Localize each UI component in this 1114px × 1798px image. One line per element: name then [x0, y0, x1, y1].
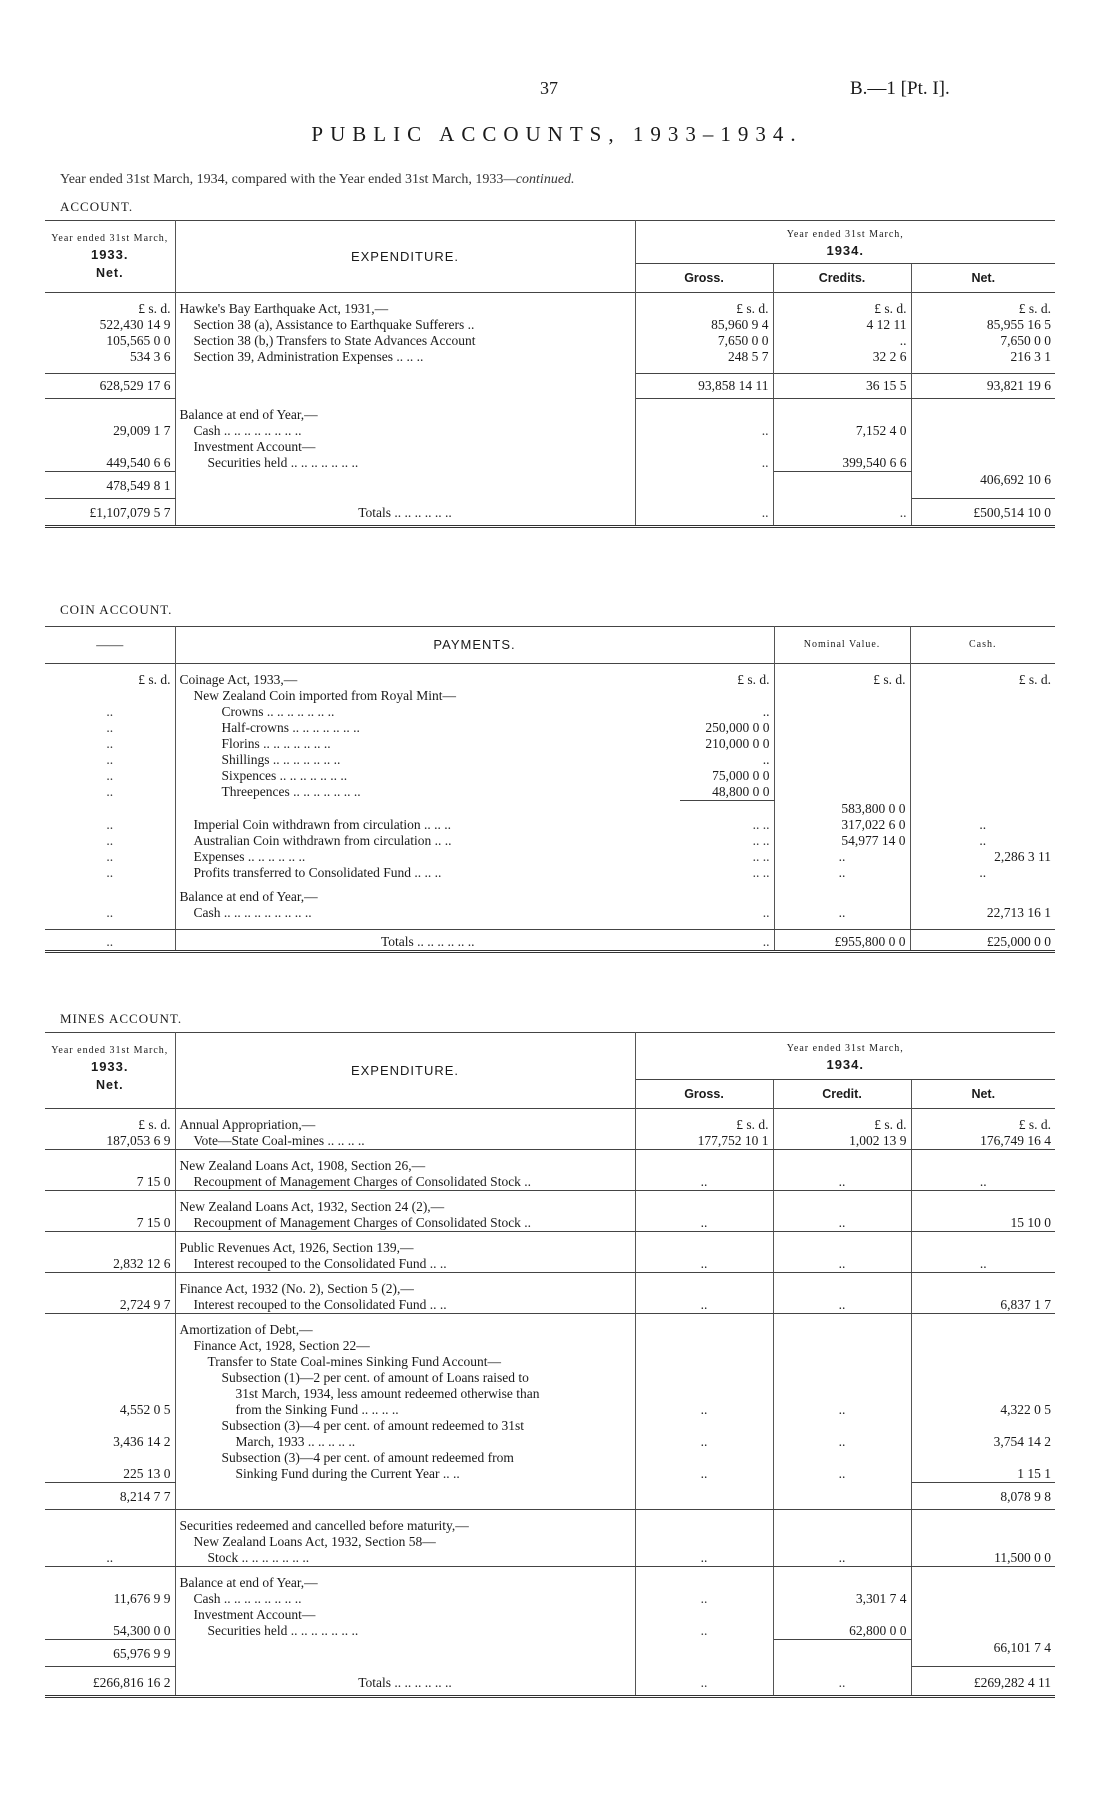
- unit-label: £ s. d.: [45, 301, 175, 317]
- unit-label: £ s. d.: [45, 672, 175, 688]
- table-row: .. Crowns .. .. .. .. .. .. .. ..: [45, 704, 1055, 720]
- totals-row: £1,107,079 5 7 Totals .. .. .. .. .. .. .. .. £500,514 10 0: [45, 499, 1055, 527]
- header-credit: Credit.: [773, 1080, 911, 1109]
- table-row: 54,300 0 0 Securities held .. .. .. .. .. .. .. .. 62,800 0 0: [45, 1623, 1055, 1640]
- subtotal-row: 8,214 7 7 8,078 9 8: [45, 1483, 1055, 1510]
- header-net: Net.: [971, 271, 996, 285]
- unit-label: £ s. d.: [635, 1117, 773, 1133]
- table-row: .. Threepences .. .. .. .. .. .. .. 48,800 0 0: [45, 784, 1055, 801]
- table-row: 449,540 6 6 Securities held .. .. .. .. .. .. .. .. 399,540 6 6: [45, 455, 1055, 472]
- table-row: 105,565 0 0 Section 38 (b,) Transfers to State Advances Account 7,650 0 0 .. 7,650 0 0: [45, 333, 1055, 349]
- header-nominal-value: Nominal Value.: [774, 627, 910, 664]
- intro-line: [60, 172, 575, 188]
- table-row: 7 15 0 Recoupment of Management Charges of Consolidated Stock .. .. .. 15 10 0: [45, 1215, 1055, 1232]
- table-row: .. Australian Coin withdrawn from circulation .. .. .. .. 54,977 14 0 ..: [45, 833, 1055, 849]
- table-row: .. Expenses .. .. .. .. .. .. .. .. .. 2,286 3 11: [45, 849, 1055, 865]
- unit-label: £ s. d.: [1018, 1117, 1051, 1132]
- mines-section-title: MINES ACCOUNT.: [60, 1011, 183, 1026]
- unit-label: £ s. d.: [773, 301, 911, 317]
- earthquake-section-title: ACCOUNT.: [60, 199, 134, 214]
- coin-account-table: [45, 626, 1055, 953]
- header-year-cur: Year ended 31st March, 1934.: [635, 1033, 1055, 1080]
- totals-row: .. Totals .. .. .. .. .. .. .. £955,800 0 0 £25,000 0 0: [45, 929, 1055, 951]
- table-row: 29,009 1 7 Cash .. .. .. .. .. .. .. .. .. 7,152 4 0: [45, 423, 1055, 439]
- page-number: 37: [540, 78, 558, 98]
- header-gross: Gross.: [635, 1080, 773, 1109]
- balance-label: Balance at end of Year,—: [179, 888, 318, 904]
- header-year-cur: Year ended 31st March, 1934.: [635, 221, 1055, 264]
- document-reference: B.—1 [Pt. I].: [850, 78, 950, 99]
- unit-label: £ s. d.: [774, 672, 910, 688]
- intro-continued: —continued.: [503, 172, 575, 187]
- header-year-prev: Year ended 31st March, 1933. Net.: [45, 221, 175, 293]
- header-expenditure: EXPENDITURE.: [175, 1033, 635, 1109]
- table-row: 2,724 9 7 Interest recouped to the Consolidated Fund .. .. .. .. 6,837 1 7: [45, 1297, 1055, 1314]
- balance-total-row: 65,976 9 9 66,101 7 4: [45, 1640, 1055, 1667]
- intro-text: Year ended 31st March, 1934, compared with the Year ended 31st March, 1933: [60, 172, 504, 187]
- unit-label: £ s. d.: [1018, 301, 1051, 316]
- balance-total-row: 478,549 8 1 406,692 10 6: [45, 472, 1055, 499]
- header-credits: Credits.: [773, 264, 911, 293]
- balance-label: Balance at end of Year,—: [175, 1575, 635, 1591]
- mines-account-table: Year ended 31st March, 1933. Net. EXPENDITURE. Year ended 31st March, 1934. Gross. Credit. Net. £ s. d. Annual Appropriation,— £ s. d. £ s. d. £ s. d. 187,053 6 9 Vote—State Coal-mines .. .. .. .. 177,752 10 1 1,002 13 9 176,749 16 4 New Zealand Loans Act, 1908, Section 26,— 7 15 0 Recoupment of Management Charges of Consolidated Stock .. .. .. .. New Zealand Loans Act, 1932, Section 24 (2),— 7 15 0 Recoupment of Management Charges of Consolidated Stock .. .. .. 15 10 0 Public Revenues Act, 1926, Section 139,— 2,832 12 6 Interest recouped to the Consolidated Fund .. .. .. .. .. Finance Act, 1932 (No. 2), Section 5 (2),— 2,724 9 7 Interest recouped to the Consolidated Fund .. .. .. .. 6,837 1 7 Amortization of Debt,— Finance Act, 1928, Section 22— Transfer to State Coal-mines Sinking Fund Account— Subsection (1)—2 per cent. of amount of Loans raised to 31st March, 1934, less amount redeemed otherwise than 4,552 0 5 from the Sinking Fund .. .. .. .. .. .. 4,322 0 5 Subsection (3)—4 per cent. of amount redeemed to 31st 3,436 14 2 March, 1933 .. .. .. .. .. .. .. 3,754 14 2 Subsection (3)—4 per cent. of amount redeemed from 225 13 0 Sinking Fund during the Current Year .. .. .. .. 1 15 1 8,214 7 7 8,078 9 8 Securities redeemed and cancelled before maturity,— New Zealand Loans Act, 1932, Section 58— .. Stock .. .. .. .. .. .. .. .. .. 11,500 0 0 Balance at end of Year,— 11,676 9 9 Cash .. .. .. .. .. .. .. .. .. 3,301 7 4 Investment Account— 54,300 0 0 Securities held .. .. .. .. .. .. .. .. 62,800 0 0 65,976 9 9 66,101 7 4 £266,816 16 2 Totals .. .. .. .. .. .. .. .. £269,282 4 11: [45, 1032, 1055, 1698]
- act-title: Hawke's Bay Earthquake Act, 1931,—: [175, 301, 635, 317]
- header-expenditure: EXPENDITURE.: [175, 221, 635, 293]
- table-row: 522,430 14 9 Section 38 (a), Assistance to Earthquake Sufferers .. 85,960 9 4 4 12 11 85,955 16 5: [45, 317, 1055, 333]
- import-label: New Zealand Coin imported from Royal Mint—: [193, 688, 456, 703]
- header-gross: Gross.: [635, 264, 773, 293]
- unit-label: £ s. d.: [1018, 672, 1052, 687]
- header-cash: Cash.: [969, 639, 997, 650]
- table-row: 7 15 0 Recoupment of Management Charges of Consolidated Stock .. .. .. ..: [45, 1174, 1055, 1191]
- subtotal-row: 628,529 17 6 93,858 14 11 36 15 5 93,821 19 6: [45, 374, 1055, 399]
- header-net: Net.: [971, 1087, 996, 1101]
- table-row: .. Half-crowns .. .. .. .. .. .. .. 250,000 0 0: [45, 720, 1055, 736]
- unit-label: £ s. d.: [680, 672, 774, 688]
- table-row: .. Cash .. .. .. .. .. .. .. .. .. .. .. 22,713 16 1: [45, 905, 1055, 921]
- act-title: Coinage Act, 1933,—: [179, 672, 298, 687]
- balance-label: Balance at end of Year,—: [175, 407, 635, 423]
- coins-total-row: 583,800 0 0: [45, 801, 1055, 817]
- totals-row: £266,816 16 2 Totals .. .. .. .. .. .. .. .. £269,282 4 11: [45, 1667, 1055, 1697]
- table-row: .. Stock .. .. .. .. .. .. .. .. .. 11,500 0 0: [45, 1550, 1055, 1567]
- table-row: 534 3 6 Section 39, Administration Expenses .. .. .. 248 5 7 32 2 6 216 3 1: [45, 349, 1055, 365]
- unit-label: £ s. d.: [773, 1117, 911, 1133]
- table-row: .. Florins .. .. .. .. .. .. .. 210,000 0 0: [45, 736, 1055, 752]
- header-payments: PAYMENTS.: [175, 627, 774, 664]
- header-blank: ——: [45, 627, 175, 664]
- annual-title: Annual Appropriation,—: [175, 1117, 635, 1133]
- header-year-prev: Year ended 31st March, 1933. Net.: [45, 1033, 175, 1109]
- table-row: 187,053 6 9 Vote—State Coal-mines .. .. .. .. 177,752 10 1 1,002 13 9 176,749 16 4: [45, 1133, 1055, 1150]
- unit-label: £ s. d.: [635, 301, 773, 317]
- table-row: 2,832 12 6 Interest recouped to the Consolidated Fund .. .. .. .. ..: [45, 1256, 1055, 1273]
- table-row: .. Sixpences .. .. .. .. .. .. .. 75,000 0 0: [45, 768, 1055, 784]
- table-row: 3,436 14 2 March, 1933 .. .. .. .. .. .. .. 3,754 14 2: [45, 1434, 1055, 1450]
- unit-label: £ s. d.: [45, 1117, 175, 1133]
- table-row: 4,552 0 5 from the Sinking Fund .. .. .. .. .. .. 4,322 0 5: [45, 1402, 1055, 1418]
- table-row: .. Shillings .. .. .. .. .. .. .. ..: [45, 752, 1055, 768]
- page-title: PUBLIC ACCOUNTS, 1933–1934.: [311, 122, 803, 146]
- table-row: 11,676 9 9 Cash .. .. .. .. .. .. .. .. .. 3,301 7 4: [45, 1591, 1055, 1607]
- coin-section-title: COIN ACCOUNT.: [60, 602, 173, 617]
- earthquake-account-table: Year ended 31st March, 1933. Net. EXPENDITURE. Year ended 31st March, 1934. Gross. Credits. Net. £ s. d. Hawke's Bay Earthquake Act, 1931,— £ s. d. £ s. d. £ s. d. 522,430 14 9 Section 38 (a), Assistance to Earthquake Sufferers .. 85,960 9 4 4 12 11 85,955 16 5 105,565 0 0 Section 38 (b,) Transfers to State Advances Account 7,650 0 0 .. 7,650 0 0 534 3 6 Section 39, Administration Expenses .. .. .. 248 5 7 32 2 6 216 3 1 628,529 17 6 93,858 14 11 36 15 5 93,821 19 6 Balance at end of Year,— 29,009 1 7 Cash .. .. .. .. .. .. .. .. .. 7,152 4 0 Investment Account— 449,540 6 6 Securities held .. .. .. .. .. .. .. .. 399,540 6 6 478,549 8 1 406,692 10 6 £1,107,079 5 7 Totals .. .. .. .. .. .. .. .. £500,514 10 0: [45, 220, 1055, 528]
- table-row: .. Imperial Coin withdrawn from circulation .. .. .. .. .. 317,022 6 0 ..: [45, 817, 1055, 833]
- table-row: 225 13 0 Sinking Fund during the Current Year .. .. .. .. 1 15 1: [45, 1466, 1055, 1483]
- table-row: .. Profits transferred to Consolidated Fund .. .. .. .. .. .. ..: [45, 865, 1055, 881]
